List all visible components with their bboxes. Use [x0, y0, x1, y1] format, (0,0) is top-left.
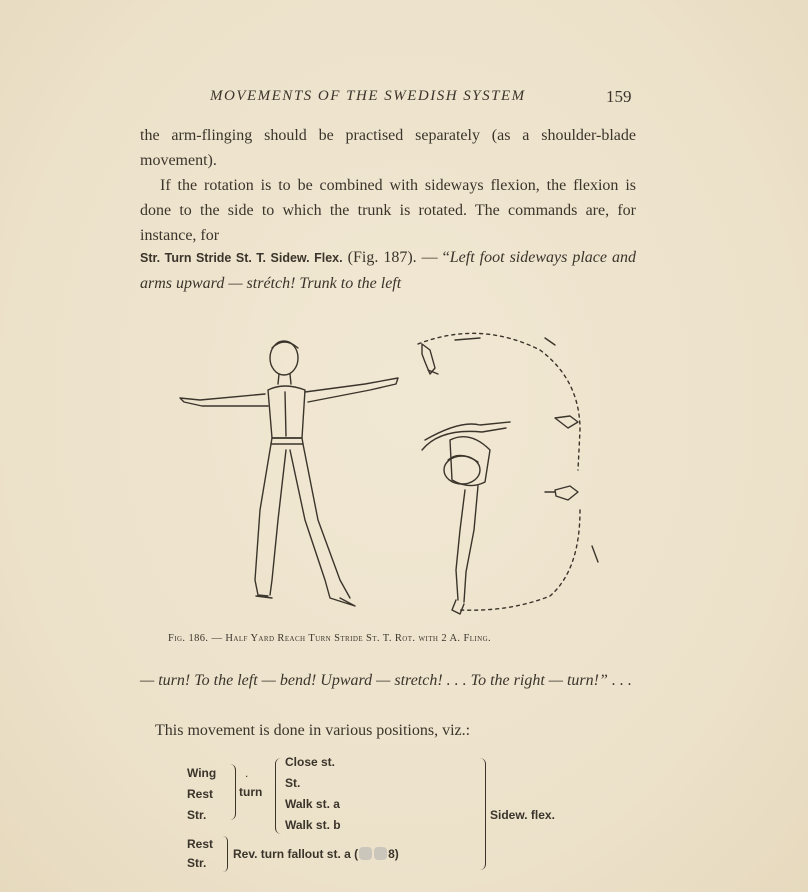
- command-text: Left foot sideways place and arms upward — strétch! Trunk to the left: [140, 249, 636, 292]
- obscured-digit-1: [359, 847, 372, 860]
- bottom-left-str: Str.: [187, 856, 207, 870]
- paragraph-5: This movement is done in various positions, viz.:: [155, 722, 471, 739]
- figure-caption: Fig. 186. — Half Yard Reach Turn Stride St. T. Rot. with 2 A. Fling.: [168, 633, 492, 644]
- left-item-wing: Wing: [187, 766, 217, 780]
- running-header: MOVEMENTS OF THE SWEDISH SYSTEM: [210, 88, 526, 104]
- paragraph-1: the arm-flinging should be practised separately (as a shoulder-blade movement).: [140, 127, 636, 169]
- paragraph-3: [140, 245, 636, 296]
- left-item-rest: Rest: [187, 787, 214, 801]
- figure-illustration: [160, 310, 640, 622]
- right-brace: [479, 758, 486, 870]
- paragraph-4: — turn! To the left — bend! Upward — stretch! . . . To the right — turn!” . . .: [140, 672, 632, 689]
- page-number: 159: [606, 87, 632, 106]
- left-item-str: Str.: [187, 808, 207, 822]
- result-label: Sidew. flex.: [490, 808, 555, 822]
- position-close-st: Close st.: [285, 755, 336, 769]
- position-walk-a: Walk st. a: [285, 797, 340, 811]
- figure-reference: (Fig. 187). — “: [347, 249, 450, 266]
- bottom-text-main: Rev. turn fallout st. a (: [233, 847, 359, 861]
- turn-label: turn: [239, 785, 263, 799]
- position-walk-b: Walk st. b: [285, 818, 341, 832]
- command-name: Str. Turn Stride St. T. Sidew. Flex.: [140, 251, 343, 265]
- position-st: St.: [285, 776, 301, 790]
- dot-mark: .: [245, 766, 249, 780]
- obscured-digit-2: [374, 847, 387, 860]
- bottom-left-rest: Rest: [187, 837, 214, 851]
- bottom-brace: [221, 836, 228, 872]
- positions-table: [185, 752, 605, 882]
- bottom-text: [233, 847, 399, 861]
- bottom-text-end: 8): [388, 847, 399, 861]
- standing-figure: [180, 341, 398, 606]
- bending-figure: [422, 344, 578, 614]
- left-brace: [229, 764, 236, 820]
- middle-brace: [275, 758, 282, 834]
- paragraph-2: If the rotation is to be combined with sideways flexion, the flexion is done to the side to which the trunk is rotated. The commands are, for instance, for: [140, 177, 636, 244]
